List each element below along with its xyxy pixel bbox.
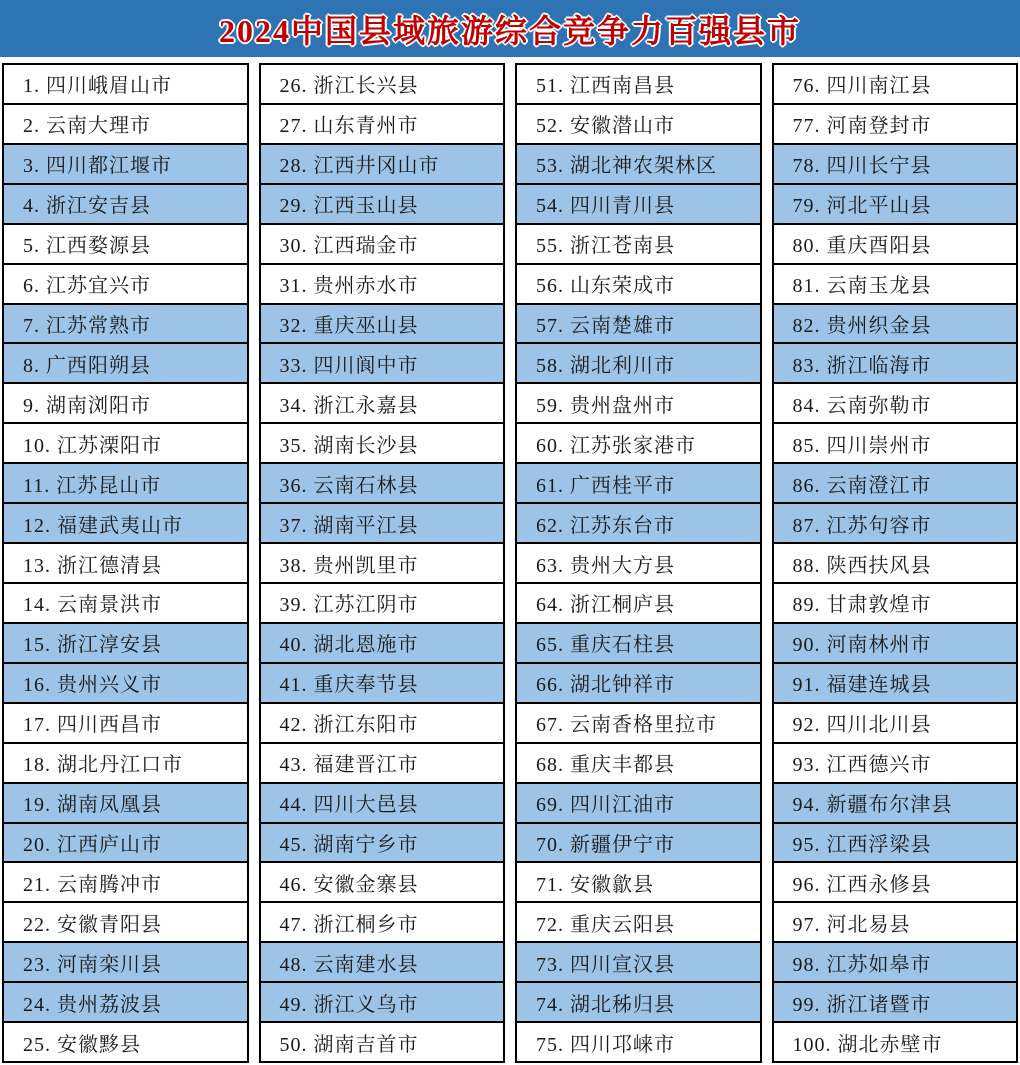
table-row bbox=[261, 544, 504, 584]
table-row bbox=[774, 943, 1017, 983]
table-row bbox=[261, 863, 504, 903]
table-row bbox=[261, 265, 504, 305]
table-row bbox=[4, 903, 247, 943]
table-row bbox=[774, 624, 1017, 664]
table-row bbox=[4, 824, 247, 864]
rank-entry-label: 27. 山东青州市 bbox=[279, 115, 419, 138]
rank-entry-label: 31. 贵州赤水市 bbox=[279, 275, 419, 298]
ranking-column bbox=[2, 63, 249, 1063]
rank-entry-label: 72. 重庆云阳县 bbox=[536, 913, 675, 936]
rank-entry-label: 56. 山东荣成市 bbox=[536, 275, 675, 298]
rank-entry-label: 90. 河南林州市 bbox=[792, 634, 932, 657]
table-row bbox=[517, 863, 760, 903]
table-row bbox=[4, 464, 247, 504]
table-row bbox=[261, 305, 504, 345]
table-row bbox=[261, 584, 504, 624]
table-row bbox=[261, 504, 504, 544]
rank-entry-label: 67. 云南香格里拉市 bbox=[536, 714, 717, 737]
rank-entry-label: 7. 江苏常熟市 bbox=[23, 314, 151, 337]
rank-entry-label: 78. 四川长宁县 bbox=[792, 155, 932, 178]
rank-entry-label: 69. 四川江油市 bbox=[536, 794, 675, 817]
table-row bbox=[774, 664, 1017, 704]
rank-entry-label: 80. 重庆酉阳县 bbox=[792, 235, 932, 258]
table-row bbox=[517, 145, 760, 185]
table-row bbox=[774, 903, 1017, 943]
table-row bbox=[4, 983, 247, 1023]
rank-entry-label: 52. 安徽潜山市 bbox=[536, 115, 675, 138]
rank-entry-label: 14. 云南景洪市 bbox=[23, 594, 162, 617]
rank-entry-label: 51. 江西南昌县 bbox=[536, 75, 675, 98]
table-row bbox=[517, 824, 760, 864]
rank-entry-label: 83. 浙江临海市 bbox=[792, 354, 932, 377]
rank-entry-label: 86. 云南澄江市 bbox=[792, 474, 932, 497]
rank-entry-label: 70. 新疆伊宁市 bbox=[536, 833, 675, 856]
table-row bbox=[774, 863, 1017, 903]
rank-entry-label: 8. 广西阳朔县 bbox=[23, 354, 151, 377]
table-row bbox=[774, 504, 1017, 544]
table-row bbox=[4, 384, 247, 424]
table-row bbox=[261, 424, 504, 464]
table-row bbox=[261, 384, 504, 424]
rank-entry-label: 1. 四川峨眉山市 bbox=[23, 75, 172, 98]
table-row bbox=[774, 424, 1017, 464]
rank-entry-label: 97. 河北易县 bbox=[792, 913, 911, 936]
rank-entry-label: 98. 江苏如皋市 bbox=[792, 953, 932, 976]
table-row bbox=[4, 863, 247, 903]
table-row bbox=[517, 105, 760, 145]
table-row bbox=[261, 1023, 504, 1061]
table-row bbox=[774, 305, 1017, 345]
table-row bbox=[517, 305, 760, 345]
table-row bbox=[517, 65, 760, 105]
rank-entry-label: 6. 江苏宜兴市 bbox=[23, 275, 151, 298]
ranking-column bbox=[515, 63, 762, 1063]
table-row bbox=[774, 1023, 1017, 1061]
rank-entry-label: 95. 江西浮梁县 bbox=[792, 833, 932, 856]
table-row bbox=[261, 225, 504, 265]
table-row bbox=[774, 464, 1017, 504]
table-row bbox=[517, 784, 760, 824]
rank-entry-label: 34. 浙江永嘉县 bbox=[279, 394, 419, 417]
table-row bbox=[261, 145, 504, 185]
rank-entry-label: 23. 河南栾川县 bbox=[23, 953, 162, 976]
ranking-table bbox=[2, 63, 1018, 1063]
table-row bbox=[517, 1023, 760, 1061]
rank-entry-label: 18. 湖北丹江口市 bbox=[23, 754, 183, 777]
rank-entry-label: 40. 湖北恩施市 bbox=[279, 634, 419, 657]
rank-entry-label: 5. 江西婺源县 bbox=[23, 235, 151, 258]
table-row bbox=[517, 624, 760, 664]
table-row bbox=[261, 344, 504, 384]
table-row bbox=[774, 704, 1017, 744]
rank-entry-label: 94. 新疆布尔津县 bbox=[792, 794, 953, 817]
rank-entry-label: 29. 江西玉山县 bbox=[279, 195, 419, 218]
rank-entry-label: 44. 四川大邑县 bbox=[279, 794, 419, 817]
rank-entry-label: 26. 浙江长兴县 bbox=[279, 75, 419, 98]
table-row bbox=[261, 903, 504, 943]
table-row bbox=[517, 384, 760, 424]
rank-entry-label: 75. 四川邛崃市 bbox=[536, 1033, 675, 1056]
table-row bbox=[517, 464, 760, 504]
rank-entry-label: 12. 福建武夷山市 bbox=[23, 514, 183, 537]
table-row bbox=[774, 105, 1017, 145]
rank-entry-label: 28. 江西井冈山市 bbox=[279, 155, 440, 178]
table-row bbox=[261, 105, 504, 145]
rank-entry-label: 33. 四川阆中市 bbox=[279, 354, 419, 377]
table-row bbox=[517, 983, 760, 1023]
table-row bbox=[4, 105, 247, 145]
rank-entry-label: 47. 浙江桐乡市 bbox=[279, 913, 419, 936]
rank-entry-label: 35. 湖南长沙县 bbox=[279, 434, 419, 457]
table-row bbox=[261, 744, 504, 784]
table-row bbox=[774, 185, 1017, 225]
rank-entry-label: 96. 江西永修县 bbox=[792, 873, 932, 896]
table-row bbox=[517, 544, 760, 584]
rank-entry-label: 64. 浙江桐庐县 bbox=[536, 594, 675, 617]
rank-entry-label: 19. 湖南凤凰县 bbox=[23, 794, 162, 817]
rank-entry-label: 54. 四川青川县 bbox=[536, 195, 675, 218]
rank-entry-label: 84. 云南弥勒市 bbox=[792, 394, 932, 417]
table-row bbox=[4, 784, 247, 824]
ranking-column bbox=[259, 63, 506, 1063]
table-row bbox=[774, 824, 1017, 864]
table-row bbox=[4, 1023, 247, 1061]
rank-entry-label: 46. 安徽金寨县 bbox=[279, 873, 419, 896]
table-row bbox=[4, 943, 247, 983]
rank-entry-label: 61. 广西桂平市 bbox=[536, 474, 675, 497]
rank-entry-label: 63. 贵州大方县 bbox=[536, 554, 675, 577]
table-row bbox=[4, 225, 247, 265]
table-row bbox=[261, 65, 504, 105]
table-row bbox=[517, 744, 760, 784]
table-row bbox=[517, 344, 760, 384]
rank-entry-label: 4. 浙江安吉县 bbox=[23, 195, 151, 218]
rank-entry-label: 17. 四川西昌市 bbox=[23, 714, 162, 737]
rank-entry-label: 15. 浙江淳安县 bbox=[23, 634, 162, 657]
rank-entry-label: 20. 江西庐山市 bbox=[23, 833, 162, 856]
table-row bbox=[4, 265, 247, 305]
rank-entry-label: 77. 河南登封市 bbox=[792, 115, 932, 138]
rank-entry-label: 73. 四川宣汉县 bbox=[536, 953, 675, 976]
rank-entry-label: 39. 江苏江阴市 bbox=[279, 594, 419, 617]
table-row bbox=[4, 744, 247, 784]
table-row bbox=[774, 983, 1017, 1023]
table-row bbox=[4, 584, 247, 624]
rank-entry-label: 32. 重庆巫山县 bbox=[279, 314, 419, 337]
rank-entry-label: 99. 浙江诸暨市 bbox=[792, 993, 932, 1016]
table-row bbox=[261, 824, 504, 864]
table-row bbox=[774, 145, 1017, 185]
table-row bbox=[774, 744, 1017, 784]
rank-entry-label: 62. 江苏东台市 bbox=[536, 514, 675, 537]
table-row bbox=[4, 344, 247, 384]
rank-entry-label: 16. 贵州兴义市 bbox=[23, 674, 162, 697]
rank-entry-label: 36. 云南石林县 bbox=[279, 474, 419, 497]
rank-entry-label: 100. 湖北赤壁市 bbox=[792, 1033, 943, 1056]
rank-entry-label: 57. 云南楚雄市 bbox=[536, 314, 675, 337]
rank-entry-label: 53. 湖北神农架林区 bbox=[536, 155, 717, 178]
table-row bbox=[774, 344, 1017, 384]
rank-entry-label: 13. 浙江德清县 bbox=[23, 554, 162, 577]
table-row bbox=[261, 624, 504, 664]
rank-entry-label: 65. 重庆石柱县 bbox=[536, 634, 675, 657]
rank-entry-label: 50. 湖南吉首市 bbox=[279, 1033, 419, 1056]
table-row bbox=[517, 424, 760, 464]
rank-entry-label: 30. 江西瑞金市 bbox=[279, 235, 419, 258]
table-row bbox=[261, 784, 504, 824]
table-row bbox=[4, 544, 247, 584]
rank-entry-label: 92. 四川北川县 bbox=[792, 714, 932, 737]
table-row bbox=[261, 983, 504, 1023]
rank-entry-label: 10. 江苏溧阳市 bbox=[23, 434, 162, 457]
rank-entry-label: 59. 贵州盘州市 bbox=[536, 394, 675, 417]
table-row bbox=[517, 185, 760, 225]
table-row bbox=[517, 265, 760, 305]
rank-entry-label: 43. 福建晋江市 bbox=[279, 754, 419, 777]
rank-entry-label: 68. 重庆丰都县 bbox=[536, 754, 675, 777]
rank-entry-label: 60. 江苏张家港市 bbox=[536, 434, 696, 457]
rank-entry-label: 93. 江西德兴市 bbox=[792, 754, 932, 777]
rank-entry-label: 9. 湖南浏阳市 bbox=[23, 394, 151, 417]
rank-entry-label: 45. 湖南宁乡市 bbox=[279, 833, 419, 856]
table-row bbox=[261, 464, 504, 504]
table-row bbox=[774, 584, 1017, 624]
rank-entry-label: 88. 陕西扶风县 bbox=[792, 554, 932, 577]
page-title: 2024中国县域旅游综合竞争力百强县市 bbox=[218, 12, 801, 49]
rank-entry-label: 2. 云南大理市 bbox=[23, 115, 151, 138]
rank-entry-label: 85. 四川崇州市 bbox=[792, 434, 932, 457]
rank-entry-label: 22. 安徽青阳县 bbox=[23, 913, 162, 936]
rank-entry-label: 79. 河北平山县 bbox=[792, 195, 932, 218]
table-row bbox=[517, 504, 760, 544]
rank-entry-label: 48. 云南建水县 bbox=[279, 953, 419, 976]
table-row bbox=[4, 145, 247, 185]
rank-entry-label: 21. 云南腾冲市 bbox=[23, 873, 162, 896]
table-row bbox=[774, 225, 1017, 265]
table-row bbox=[774, 784, 1017, 824]
rank-entry-label: 89. 甘肃敦煌市 bbox=[792, 594, 932, 617]
table-row bbox=[774, 544, 1017, 584]
table-row bbox=[774, 384, 1017, 424]
table-row bbox=[517, 225, 760, 265]
rank-entry-label: 38. 贵州凯里市 bbox=[279, 554, 419, 577]
rank-entry-label: 42. 浙江东阳市 bbox=[279, 714, 419, 737]
table-row bbox=[774, 65, 1017, 105]
table-row bbox=[517, 664, 760, 704]
table-row bbox=[517, 584, 760, 624]
table-row bbox=[261, 943, 504, 983]
rank-entry-label: 58. 湖北利川市 bbox=[536, 354, 675, 377]
table-row bbox=[4, 704, 247, 744]
table-row bbox=[4, 185, 247, 225]
rank-entry-label: 76. 四川南江县 bbox=[792, 75, 932, 98]
rank-entry-label: 71. 安徽歙县 bbox=[536, 873, 654, 896]
ranking-column bbox=[772, 63, 1019, 1063]
rank-entry-label: 37. 湖南平江县 bbox=[279, 514, 419, 537]
table-row bbox=[261, 185, 504, 225]
rank-entry-label: 41. 重庆奉节县 bbox=[279, 674, 419, 697]
rank-entry-label: 49. 浙江义乌市 bbox=[279, 993, 419, 1016]
rank-entry-label: 24. 贵州荔波县 bbox=[23, 993, 162, 1016]
rank-entry-label: 81. 云南玉龙县 bbox=[792, 275, 932, 298]
rank-entry-label: 91. 福建连城县 bbox=[792, 674, 932, 697]
rank-entry-label: 3. 四川都江堰市 bbox=[23, 155, 172, 178]
table-row bbox=[4, 624, 247, 664]
table-row bbox=[774, 265, 1017, 305]
rank-entry-label: 11. 江苏昆山市 bbox=[23, 474, 162, 497]
table-row bbox=[517, 704, 760, 744]
table-row bbox=[4, 504, 247, 544]
rank-entry-label: 66. 湖北钟祥市 bbox=[536, 674, 675, 697]
table-row bbox=[517, 903, 760, 943]
table-row bbox=[4, 424, 247, 464]
table-row bbox=[261, 704, 504, 744]
table-row bbox=[517, 943, 760, 983]
table-row bbox=[4, 664, 247, 704]
rank-entry-label: 55. 浙江苍南县 bbox=[536, 235, 675, 258]
rank-entry-label: 74. 湖北秭归县 bbox=[536, 993, 675, 1016]
rank-entry-label: 82. 贵州织金县 bbox=[792, 314, 932, 337]
table-row bbox=[4, 65, 247, 105]
title-banner bbox=[0, 0, 1020, 57]
table-row bbox=[261, 664, 504, 704]
table-row bbox=[4, 305, 247, 345]
rank-entry-label: 25. 安徽黟县 bbox=[23, 1033, 141, 1056]
rank-entry-label: 87. 江苏句容市 bbox=[792, 514, 932, 537]
